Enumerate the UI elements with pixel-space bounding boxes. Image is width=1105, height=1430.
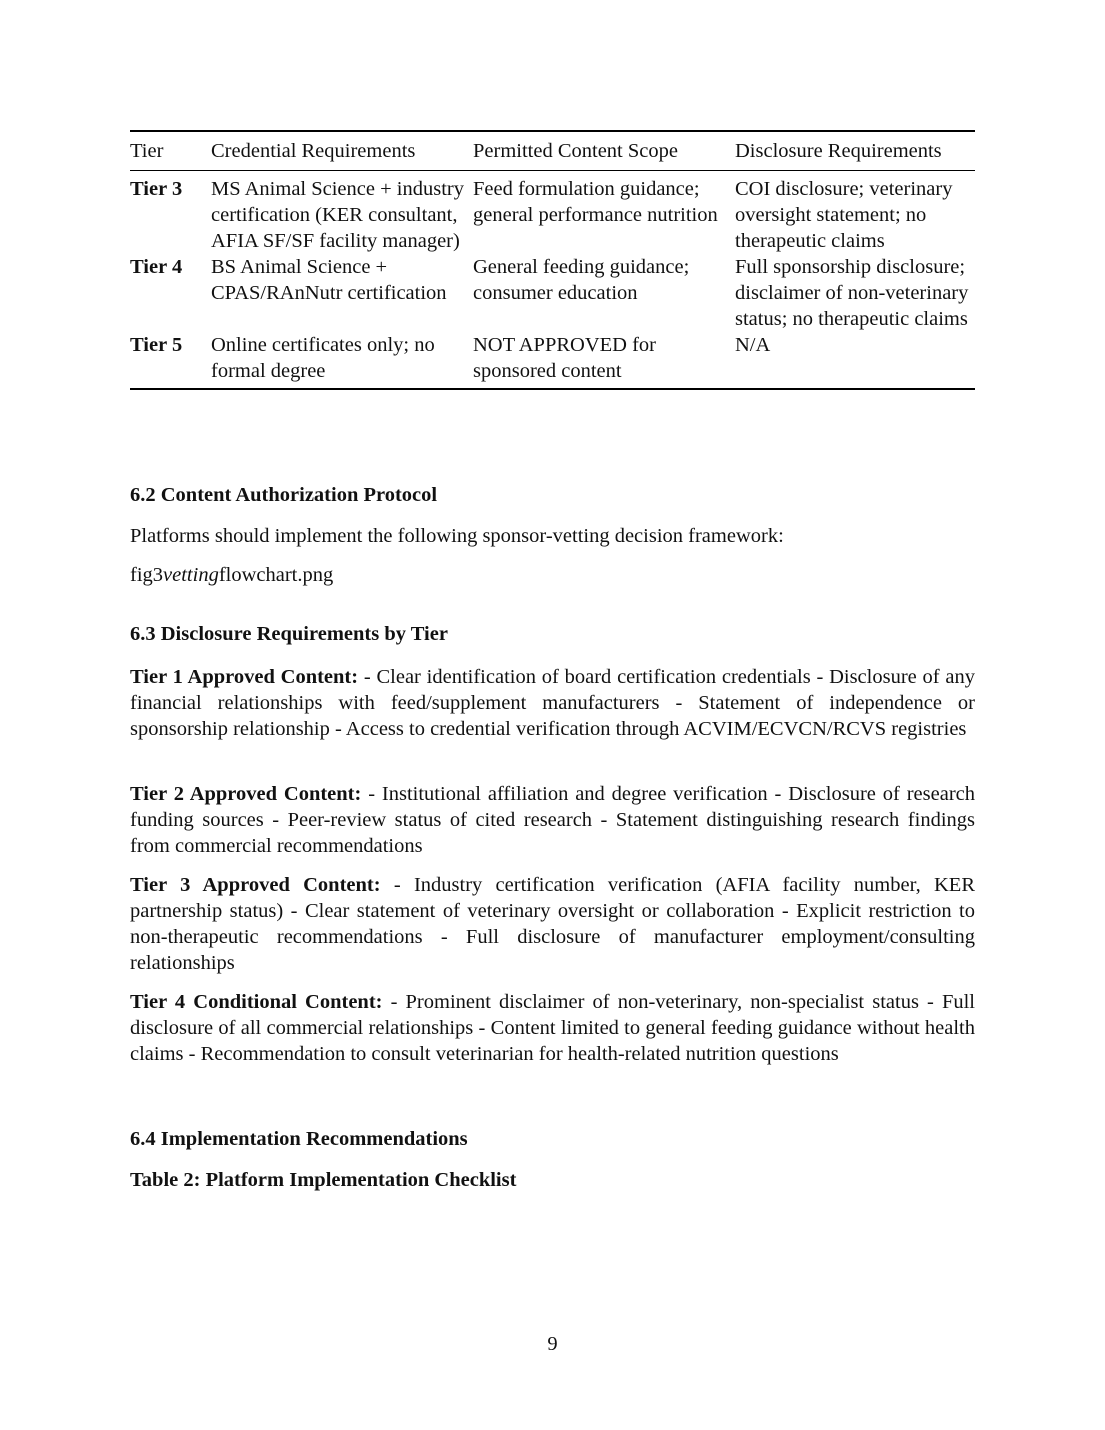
credential-tier-table bbox=[130, 130, 975, 390]
scope-cell: Feed formulation guidance; general performance nutrition bbox=[473, 178, 718, 226]
tier-4-paragraph bbox=[130, 989, 975, 1067]
section-heading-6-2: 6.2 Content Authorization Protocol bbox=[130, 484, 438, 506]
section-6-2-intro: Platforms should implement the following sponsor-vetting decision framework: bbox=[130, 525, 784, 547]
credential-cell: MS Animal Science + industry certification (KER consultant, AFIA SF/SF facility manager) bbox=[211, 178, 464, 252]
figure-ref-prefix: fig3 bbox=[130, 564, 164, 586]
disclosure-cell: Full sponsorship disclosure; disclaimer of non-veterinary status; no therapeutic claims bbox=[735, 256, 969, 330]
tier-2-label: Tier 2 Approved Content: bbox=[130, 783, 362, 805]
tier-cell: Tier 3 bbox=[130, 178, 183, 200]
table-header-row bbox=[130, 131, 975, 171]
scope-cell: NOT APPROVED for sponsored content bbox=[473, 334, 656, 382]
header-tier: Tier bbox=[130, 140, 164, 162]
page-number: 9 bbox=[547, 1333, 558, 1355]
tier-1-text: - Clear identification of board certification credentials - Disclosure of any financial relationships with feed/supplement manufacturers - Statement of independence or sponsorship relationship - Access to credential verification through ACVIM/ECVCN/RCVS registries bbox=[130, 666, 975, 740]
table-row bbox=[130, 171, 975, 255]
figure-ref-suffix: flowchart.png bbox=[218, 564, 334, 586]
figure-ref-italic: vetting bbox=[163, 564, 219, 586]
tier-cell: Tier 4 bbox=[130, 256, 183, 278]
tier-1-label: Tier 1 Approved Content: bbox=[130, 666, 359, 688]
tier-2-text: - Institutional affiliation and degree verification - Disclosure of research funding sources - Peer-review status of cited research - Statement distinguishing research findings from commercial recommendations bbox=[130, 783, 976, 857]
tier-4-text: - Prominent disclaimer of non-veterinary, non-specialist status - Full disclosure of all commercial relationships - Content limited to general feeding guidance without health claims - Recommendation to consult veterinarian for health-related nutrition questions bbox=[130, 991, 976, 1065]
tier-3-paragraph bbox=[130, 872, 975, 976]
table-row bbox=[130, 254, 975, 332]
scope-cell: General feeding guidance; consumer education bbox=[473, 256, 690, 304]
credential-cell: BS Animal Science + CPAS/RAnNutr certification bbox=[211, 256, 447, 304]
figure-reference bbox=[130, 562, 975, 588]
credential-cell: Online certificates only; no formal degree bbox=[211, 334, 435, 382]
header-permitted-content-scope: Permitted Content Scope bbox=[473, 140, 678, 162]
table-row bbox=[130, 332, 975, 389]
tier-3-label: Tier 3 Approved Content: bbox=[130, 874, 381, 896]
tier-1-paragraph bbox=[130, 664, 975, 742]
tier-3-text: - Industry certification verification (AFIA facility number, KER partnership status) - Clear statement of veterinary oversight or collaboration - Explicit restriction to non-therapeutic recommendations - Full disclosure of manufacturer employment/consulting relationships bbox=[130, 874, 975, 974]
tier-2-paragraph bbox=[130, 781, 975, 859]
table-2-caption: Table 2: Platform Implementation Checklist bbox=[130, 1169, 517, 1191]
disclosure-cell: COI disclosure; veterinary oversight statement; no therapeutic claims bbox=[735, 178, 953, 252]
tier-cell: Tier 5 bbox=[130, 334, 183, 356]
disclosure-cell: N/A bbox=[735, 334, 771, 356]
tier-4-label: Tier 4 Conditional Content: bbox=[130, 991, 383, 1013]
section-heading-6-4: 6.4 Implementation Recommendations bbox=[130, 1128, 468, 1150]
header-credential-requirements: Credential Requirements bbox=[211, 140, 416, 162]
header-disclosure-requirements: Disclosure Requirements bbox=[735, 140, 942, 162]
section-heading-6-3: 6.3 Disclosure Requirements by Tier bbox=[130, 623, 448, 645]
